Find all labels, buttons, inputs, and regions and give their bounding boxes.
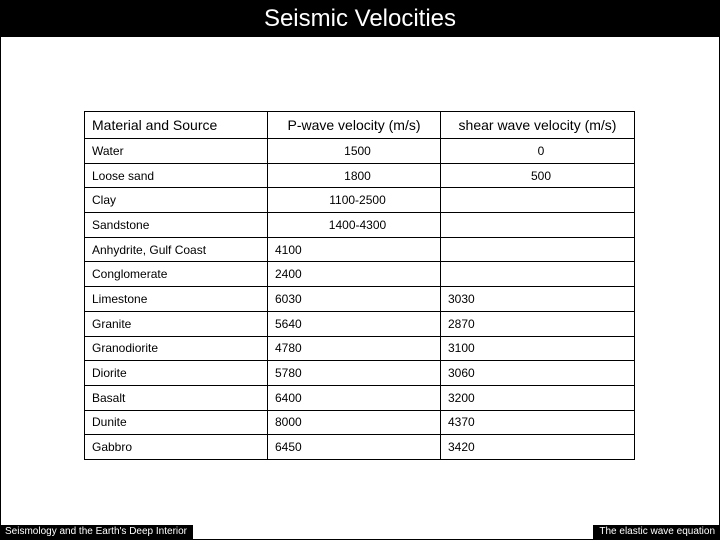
table-row [85,311,635,336]
cell-p-wave: 2400 [268,262,441,287]
cell-shear-wave: 4370 [441,410,635,435]
table-row [85,361,635,386]
header-shear-wave: shear wave velocity (m/s) [441,112,635,139]
cell-p-wave: 6030 [268,287,441,312]
cell-material: Sandstone [85,213,268,238]
table-row [85,163,635,188]
cell-material: Limestone [85,287,268,312]
cell-material: Gabbro [85,435,268,460]
cell-material: Clay [85,188,268,213]
cell-p-wave: 5640 [268,311,441,336]
cell-shear-wave: 3420 [441,435,635,460]
footer-course-title: Seismology and the Earth's Deep Interior [1,525,193,539]
cell-shear-wave: 3100 [441,336,635,361]
table-row [85,410,635,435]
cell-p-wave: 8000 [268,410,441,435]
cell-shear-wave [441,262,635,287]
cell-p-wave: 1500 [268,139,441,164]
cell-material: Granodiorite [85,336,268,361]
header-material: Material and Source [85,112,268,139]
table-row [85,188,635,213]
cell-p-wave: 6450 [268,435,441,460]
cell-material: Anhydrite, Gulf Coast [85,237,268,262]
cell-shear-wave [441,213,635,238]
cell-shear-wave [441,188,635,213]
table-row [85,139,635,164]
table-row [85,385,635,410]
table-row [85,287,635,312]
table-row [85,237,635,262]
cell-p-wave: 5780 [268,361,441,386]
cell-material: Granite [85,311,268,336]
table-row [85,262,635,287]
cell-p-wave: 1400-4300 [268,213,441,238]
footer-topic: The elastic wave equation [593,525,719,539]
cell-material: Dunite [85,410,268,435]
cell-p-wave: 4780 [268,336,441,361]
cell-material: Basalt [85,385,268,410]
table-row [85,213,635,238]
table-header-row [85,112,635,139]
cell-shear-wave: 3200 [441,385,635,410]
table-row [85,336,635,361]
cell-p-wave: 1100-2500 [268,188,441,213]
cell-shear-wave: 0 [441,139,635,164]
cell-shear-wave: 2870 [441,311,635,336]
cell-material: Water [85,139,268,164]
cell-p-wave: 4100 [268,237,441,262]
table-row [85,435,635,460]
cell-shear-wave [441,237,635,262]
cell-shear-wave: 500 [441,163,635,188]
cell-shear-wave: 3060 [441,361,635,386]
cell-p-wave: 1800 [268,163,441,188]
cell-material: Diorite [85,361,268,386]
cell-shear-wave: 3030 [441,287,635,312]
cell-p-wave: 6400 [268,385,441,410]
cell-material: Loose sand [85,163,268,188]
slide-title: Seismic Velocities [1,1,719,37]
cell-material: Conglomerate [85,262,268,287]
header-p-wave: P-wave velocity (m/s) [268,112,441,139]
seismic-velocity-table [84,111,635,460]
